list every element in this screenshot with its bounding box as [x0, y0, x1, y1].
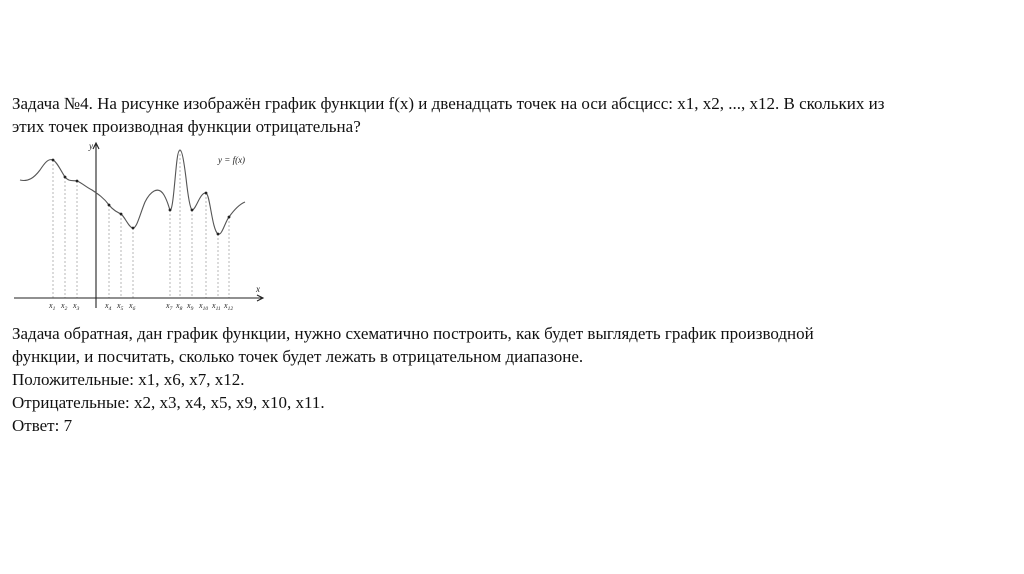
negative-points: Отрицательные: x2, x3, x4, x5, x9, x10, x11. [12, 393, 325, 412]
tick-label-x3: $x_3$ [73, 301, 80, 312]
tick-label-x10: $x_{10}$ [199, 301, 209, 312]
point-x3 [76, 180, 79, 183]
answer: Ответ: 7 [12, 416, 73, 435]
positive-points: Положительные: x1, x6, x7, x12. [12, 370, 245, 389]
function-graph [12, 140, 274, 320]
point-x10 [205, 192, 208, 195]
tick-label-x1: $x_1$ [49, 301, 56, 312]
tick-label-x5: $x_5$ [117, 301, 124, 312]
tick-labels [48, 301, 233, 312]
function-label: y = f(x) [218, 155, 246, 165]
point-x11 [217, 233, 220, 236]
tick-label-x8: $x_8$ [176, 301, 183, 312]
tick-label-x11: $x_{11}$ [212, 301, 221, 312]
tick-label-x7: $x_7$ [166, 301, 173, 312]
dashed-guides [53, 150, 229, 298]
function-curve [20, 150, 245, 234]
point-x9 [191, 209, 194, 212]
point-x12 [228, 216, 231, 219]
point-x1 [52, 159, 55, 162]
point-x4 [108, 204, 111, 207]
task-line-1: Задача №4. На рисунке изображён график функции f(x) и двенадцать точек на оси абсцисс: x1, x2, ..., x12. В скольких из [12, 94, 885, 113]
axes [14, 143, 263, 308]
function-graph-svg [12, 140, 274, 320]
point-x6 [132, 227, 135, 230]
tick-label-x9: $x_9$ [187, 301, 194, 312]
y-axis-label: y [89, 141, 93, 151]
tick-label-x2: $x_2$ [61, 301, 68, 312]
point-x7 [169, 209, 172, 212]
task-statement [12, 92, 1012, 138]
explanation-line-2: функции, и посчитать, сколько точек будет лежать в отрицательном диапазоне. [12, 347, 584, 366]
explanation [12, 322, 1012, 437]
curve-points [52, 159, 231, 236]
point-x5 [120, 213, 123, 216]
explanation-line-1: Задача обратная, дан график функции, нужно схематично построить, как будет выглядеть график производной [12, 324, 814, 343]
tick-label-x4: $x_4$ [105, 301, 112, 312]
tick-label-x6: $x_6$ [129, 301, 136, 312]
point-x2 [64, 176, 67, 179]
x-axis-label: x [256, 284, 260, 294]
task-line-2: этих точек производная функции отрицательна? [12, 117, 361, 136]
tick-label-x12: $x_{12}$ [224, 301, 234, 312]
